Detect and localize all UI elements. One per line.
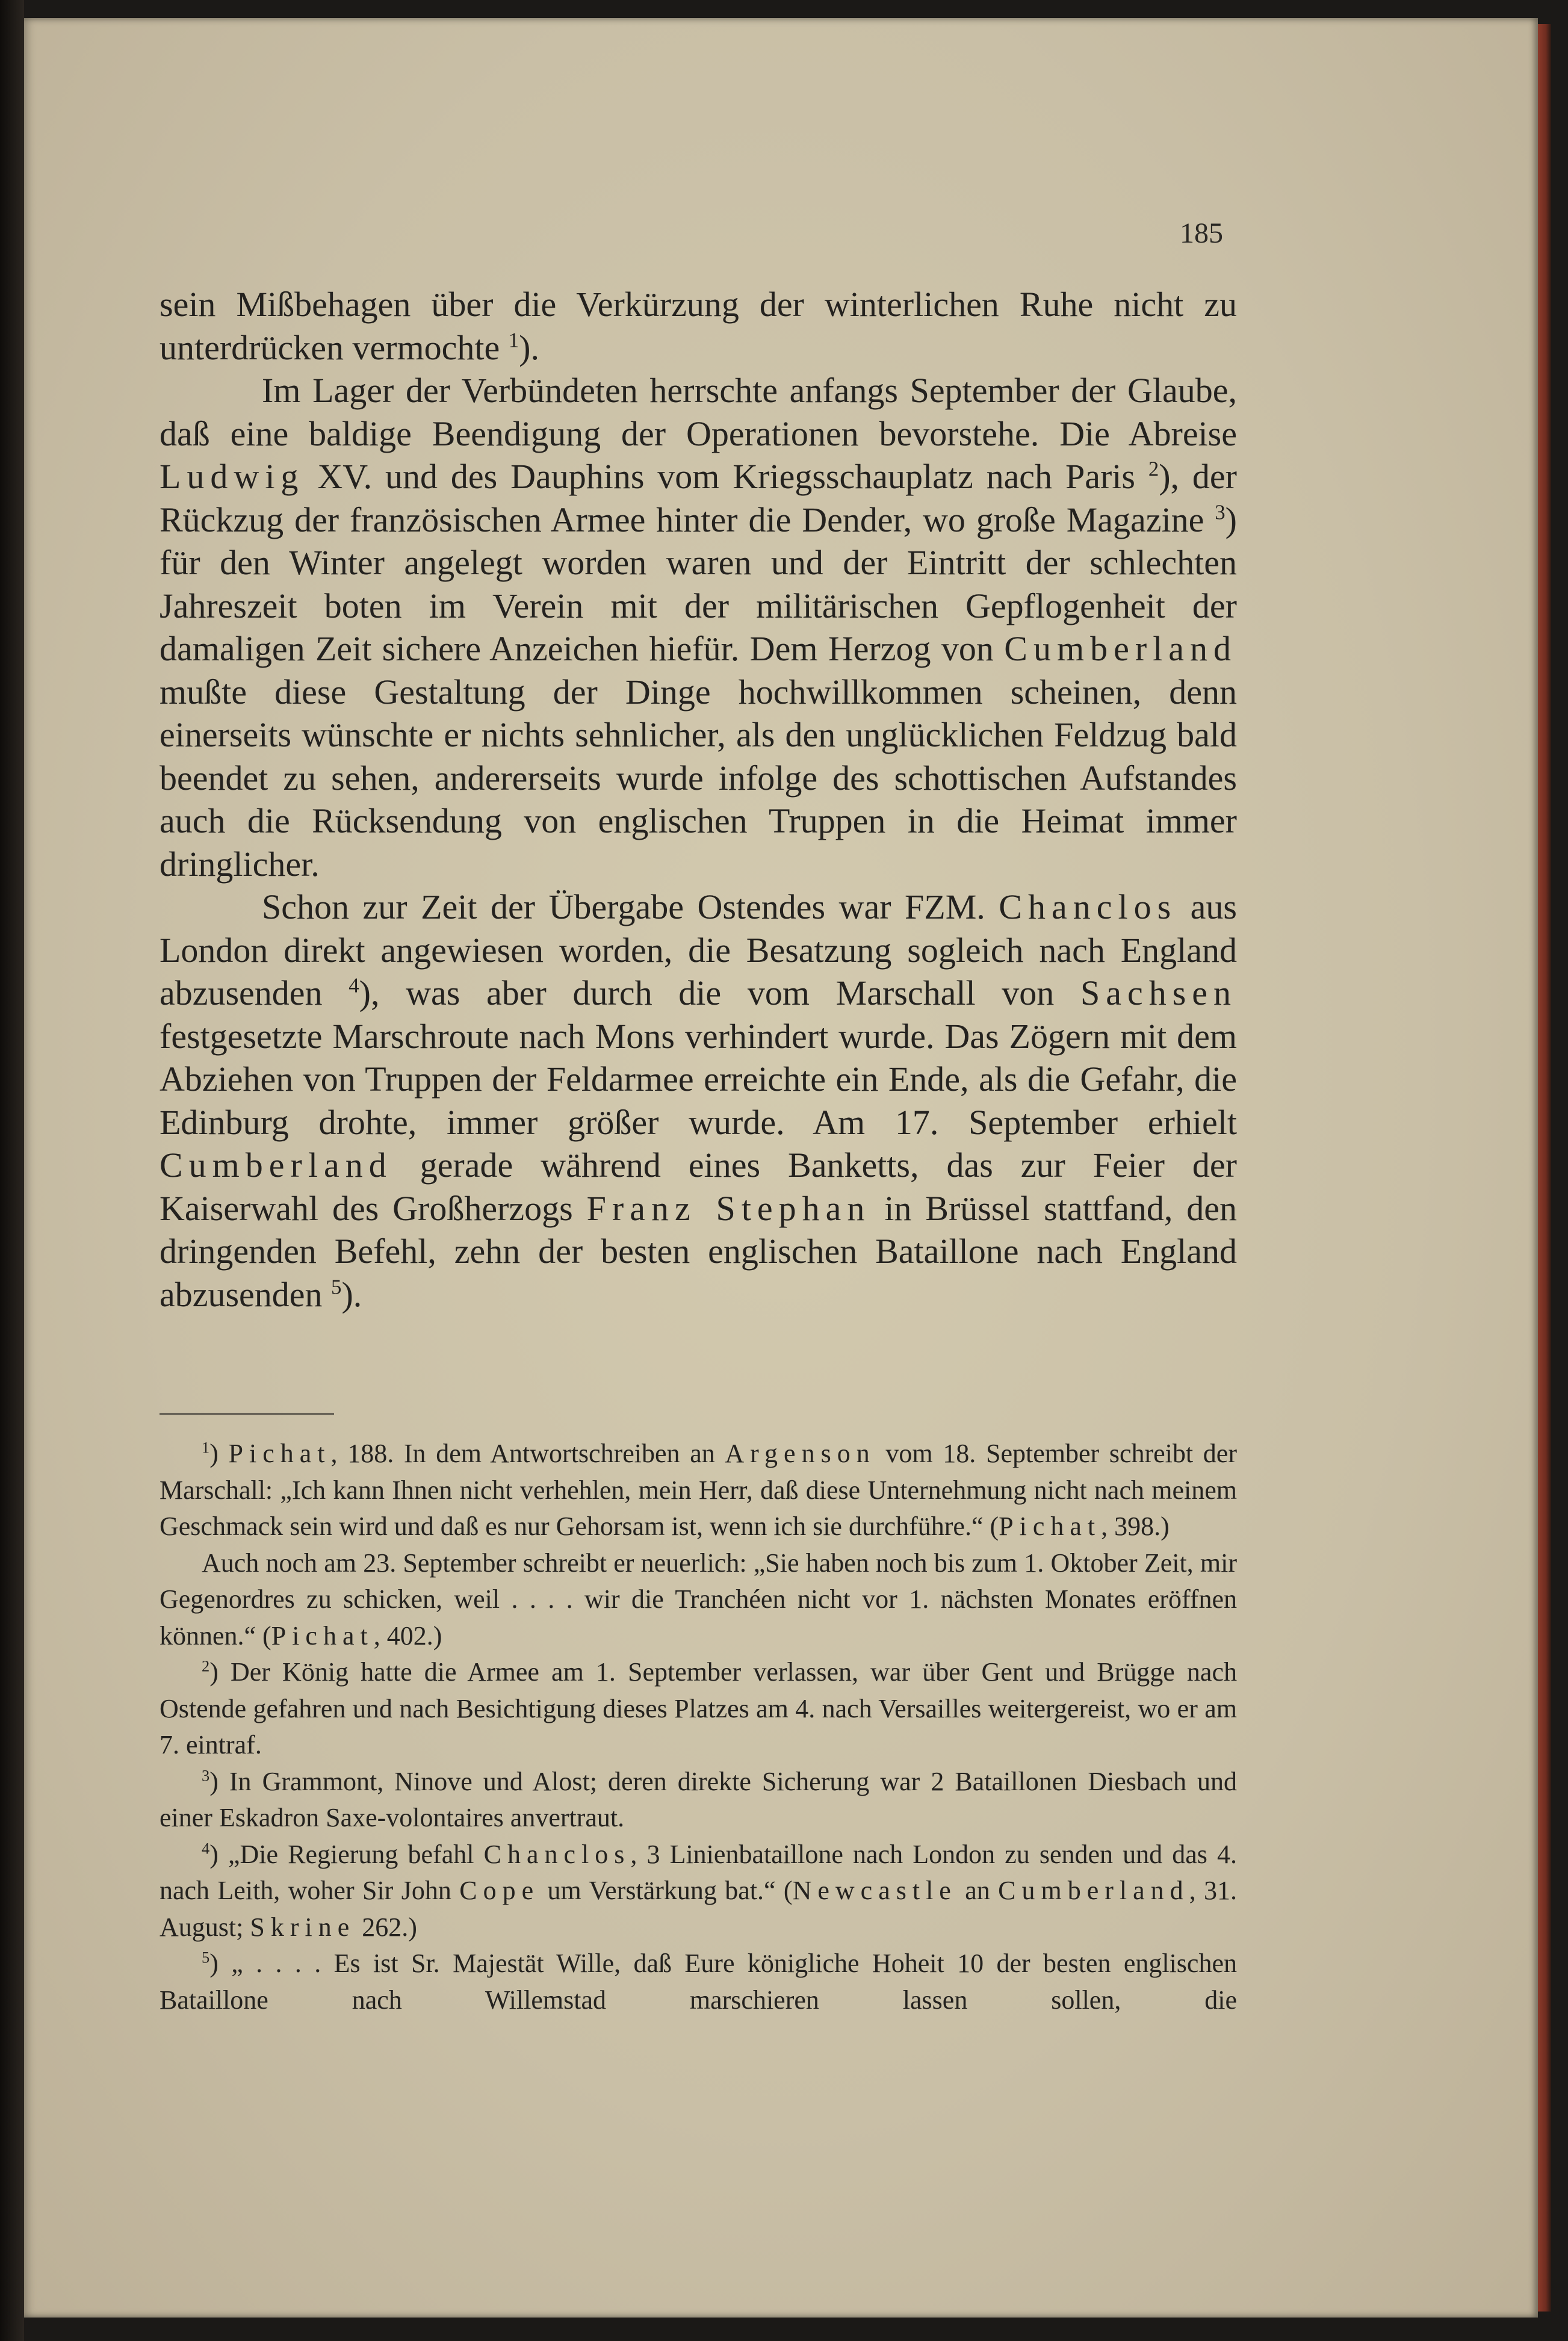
paragraph-1 (160, 283, 1237, 369)
spaced-name: Pichat (228, 1439, 331, 1468)
spaced-name: Pichat (271, 1620, 374, 1651)
text-run: sein Mißbehagen über die Verkürzung der winterlichen Ruhe nicht zu unterdrücken vermochte (160, 285, 1237, 367)
text-run: ). (519, 327, 539, 367)
footnote-marker: 3 (202, 1766, 210, 1784)
text-run: Auch noch am 23. September schreibt er neuerlich: „Sie haben noch bis zum 1. Oktober Zeit, mir Gegenordres zu schicken, weil . . . . wir die Tranchéen nicht vor 1. nächsten Monates eröffnen können.“ ( (160, 1548, 1237, 1651)
text-run: ) für den Winter angelegt worden waren und der Eintritt der schlechten Jahreszeit boten im Verein mit der militärischen Gepflogenheit der damaligen Zeit sichere Anzeichen hiefür. Dem Herzog von (160, 500, 1237, 668)
spaced-name: Chanclos (999, 887, 1177, 926)
footnote-marker: 2 (1148, 457, 1159, 481)
text-run: 262.) (355, 1912, 417, 1942)
text-run: Im Lager der Verbündeten herrschte anfangs September der Glaube, daß eine baldige Beendigung der Operationen bevorstehe. Die Abreise (160, 371, 1237, 453)
spaced-name: Ludwig (160, 457, 305, 496)
main-text (160, 283, 1237, 1316)
text-run: ) (209, 1439, 229, 1468)
footnote-marker: 5 (202, 1948, 210, 1967)
spaced-name: Franz Stephan (586, 1188, 871, 1228)
footnotes (160, 1436, 1237, 2018)
text-run: ), der Rückzug der französischen Armee hinter die Dender, wo große Magazine (160, 457, 1237, 539)
footnote-marker: 3 (1215, 500, 1226, 524)
text-run: , 398.) (1101, 1512, 1170, 1541)
spaced-name: Chanclos (483, 1839, 631, 1869)
spaced-name: Argenson (725, 1439, 876, 1468)
footnote-1 (160, 1436, 1237, 1545)
spaced-name: Newcastle (792, 1876, 957, 1905)
footnote-3 (160, 1764, 1237, 1837)
text-run: , 402.) (373, 1620, 442, 1651)
footnote-1-continued (160, 1545, 1237, 1655)
spaced-name: Cumberland (160, 1146, 392, 1185)
text-run: , 31. August; (160, 1876, 1238, 1942)
footnote-marker: 1 (508, 328, 519, 352)
text-run: , 188. In dem Antwortschreiben an (330, 1439, 725, 1468)
text-run: festgesetzte Marschroute nach Mons verhindert wurde. Das Zögern mit dem Abziehen von Truppen der Feldarmee erreichte ein Ende, als die Gefahr, die Edinburg drohte, immer größer wurde. Am 17. September erhielt (160, 1016, 1237, 1142)
footnote-5 (160, 1946, 1237, 2018)
text-run: aus London direkt angewiesen worden, die Besatzung sogleich nach England abzusenden (160, 887, 1237, 1012)
text-run: ), was aber durch die vom Marschall von (359, 973, 1080, 1012)
text-run: vom 18. September schreibt der Marschall: „Ich kann Ihnen nicht verhehlen, mein Herr, daß diese Unternehmung nicht nach meinem Geschmack sein wird und daß es nur Gehorsam ist, wenn ich sie durchführe.“ ( (160, 1439, 1237, 1541)
text-run: in Brüssel stattfand, den dringenden Befehl, zehn der besten englischen Bataillone nach England abzusenden (160, 1188, 1237, 1314)
text-run: ) „ . . . . Es ist Sr. Majestät Wille, daß Eure königliche Hoheit 10 der besten englischen Bataillone nach Willemstad marschieren lassen sollen, die (160, 1949, 1237, 2015)
spaced-name: Sachsen (1080, 973, 1238, 1012)
footnote-2 (160, 1654, 1237, 1764)
text-run: ) „Die Regierung befahl (209, 1839, 484, 1869)
spaced-name: Cumberland (998, 1876, 1189, 1905)
text-run: Schon zur Zeit der Übergabe Ostendes war FZM. (262, 887, 999, 926)
text-run: ) Der König hatte die Armee am 1. September verlassen, war über Gent und Brügge nach Ostende gefahren und nach Besichtigung dieses Platzes am 4. nach Versailles weitergereist, wo er am 7. eintraf. (160, 1657, 1237, 1760)
footnote-marker: 4 (202, 1838, 210, 1857)
text-run: , 3 Linienbataillone nach London zu senden und das 4. nach Leith, woher Sir John (160, 1839, 1238, 1905)
text-run: ) In Grammont, Ninove und Alost; deren direkte Sicherung war 2 Bataillonen Diesbach und einer Eskadron Saxe-volontaires anvertraut. (160, 1766, 1237, 1832)
text-run: um Verstärkung bat.“ ( (539, 1876, 793, 1905)
text-run: an (956, 1876, 999, 1905)
footnote-marker: 5 (331, 1275, 342, 1299)
paragraph-2 (160, 369, 1237, 885)
footnote-marker: 2 (202, 1657, 210, 1675)
spaced-name: Cumberland (1004, 629, 1237, 668)
text-run: XV. und des Dauphins vom Kriegsschauplatz nach Paris (304, 457, 1148, 496)
book-edge (1538, 24, 1551, 2312)
paragraph-3 (160, 885, 1237, 1316)
spaced-name: Skrine (250, 1912, 356, 1942)
page-number: 185 (1180, 217, 1223, 249)
footnote-marker: 1 (202, 1438, 210, 1457)
footnote-4 (160, 1837, 1237, 1946)
spaced-name: Cope (459, 1876, 540, 1905)
book-spine-shadow (0, 0, 24, 2341)
text-run: mußte diese Gestaltung der Dinge hochwillkommen scheinen, denn einerseits wünschte er nichts sehnlicher, als den unglücklichen Feldzug bald beendet zu sehen, andererseits wurde infolge des schottischen Aufstandes auch die Rücksendung von englischen Truppen in die Heimat immer dringlicher. (160, 672, 1237, 884)
text-run: gerade während eines Banketts, das zur Feier der Kaiserwahl des Großherzogs (160, 1146, 1237, 1228)
footnote-divider (160, 1413, 334, 1415)
spaced-name: Pichat (999, 1512, 1102, 1541)
text-run: ). (341, 1274, 362, 1314)
footnote-marker: 4 (349, 973, 359, 997)
